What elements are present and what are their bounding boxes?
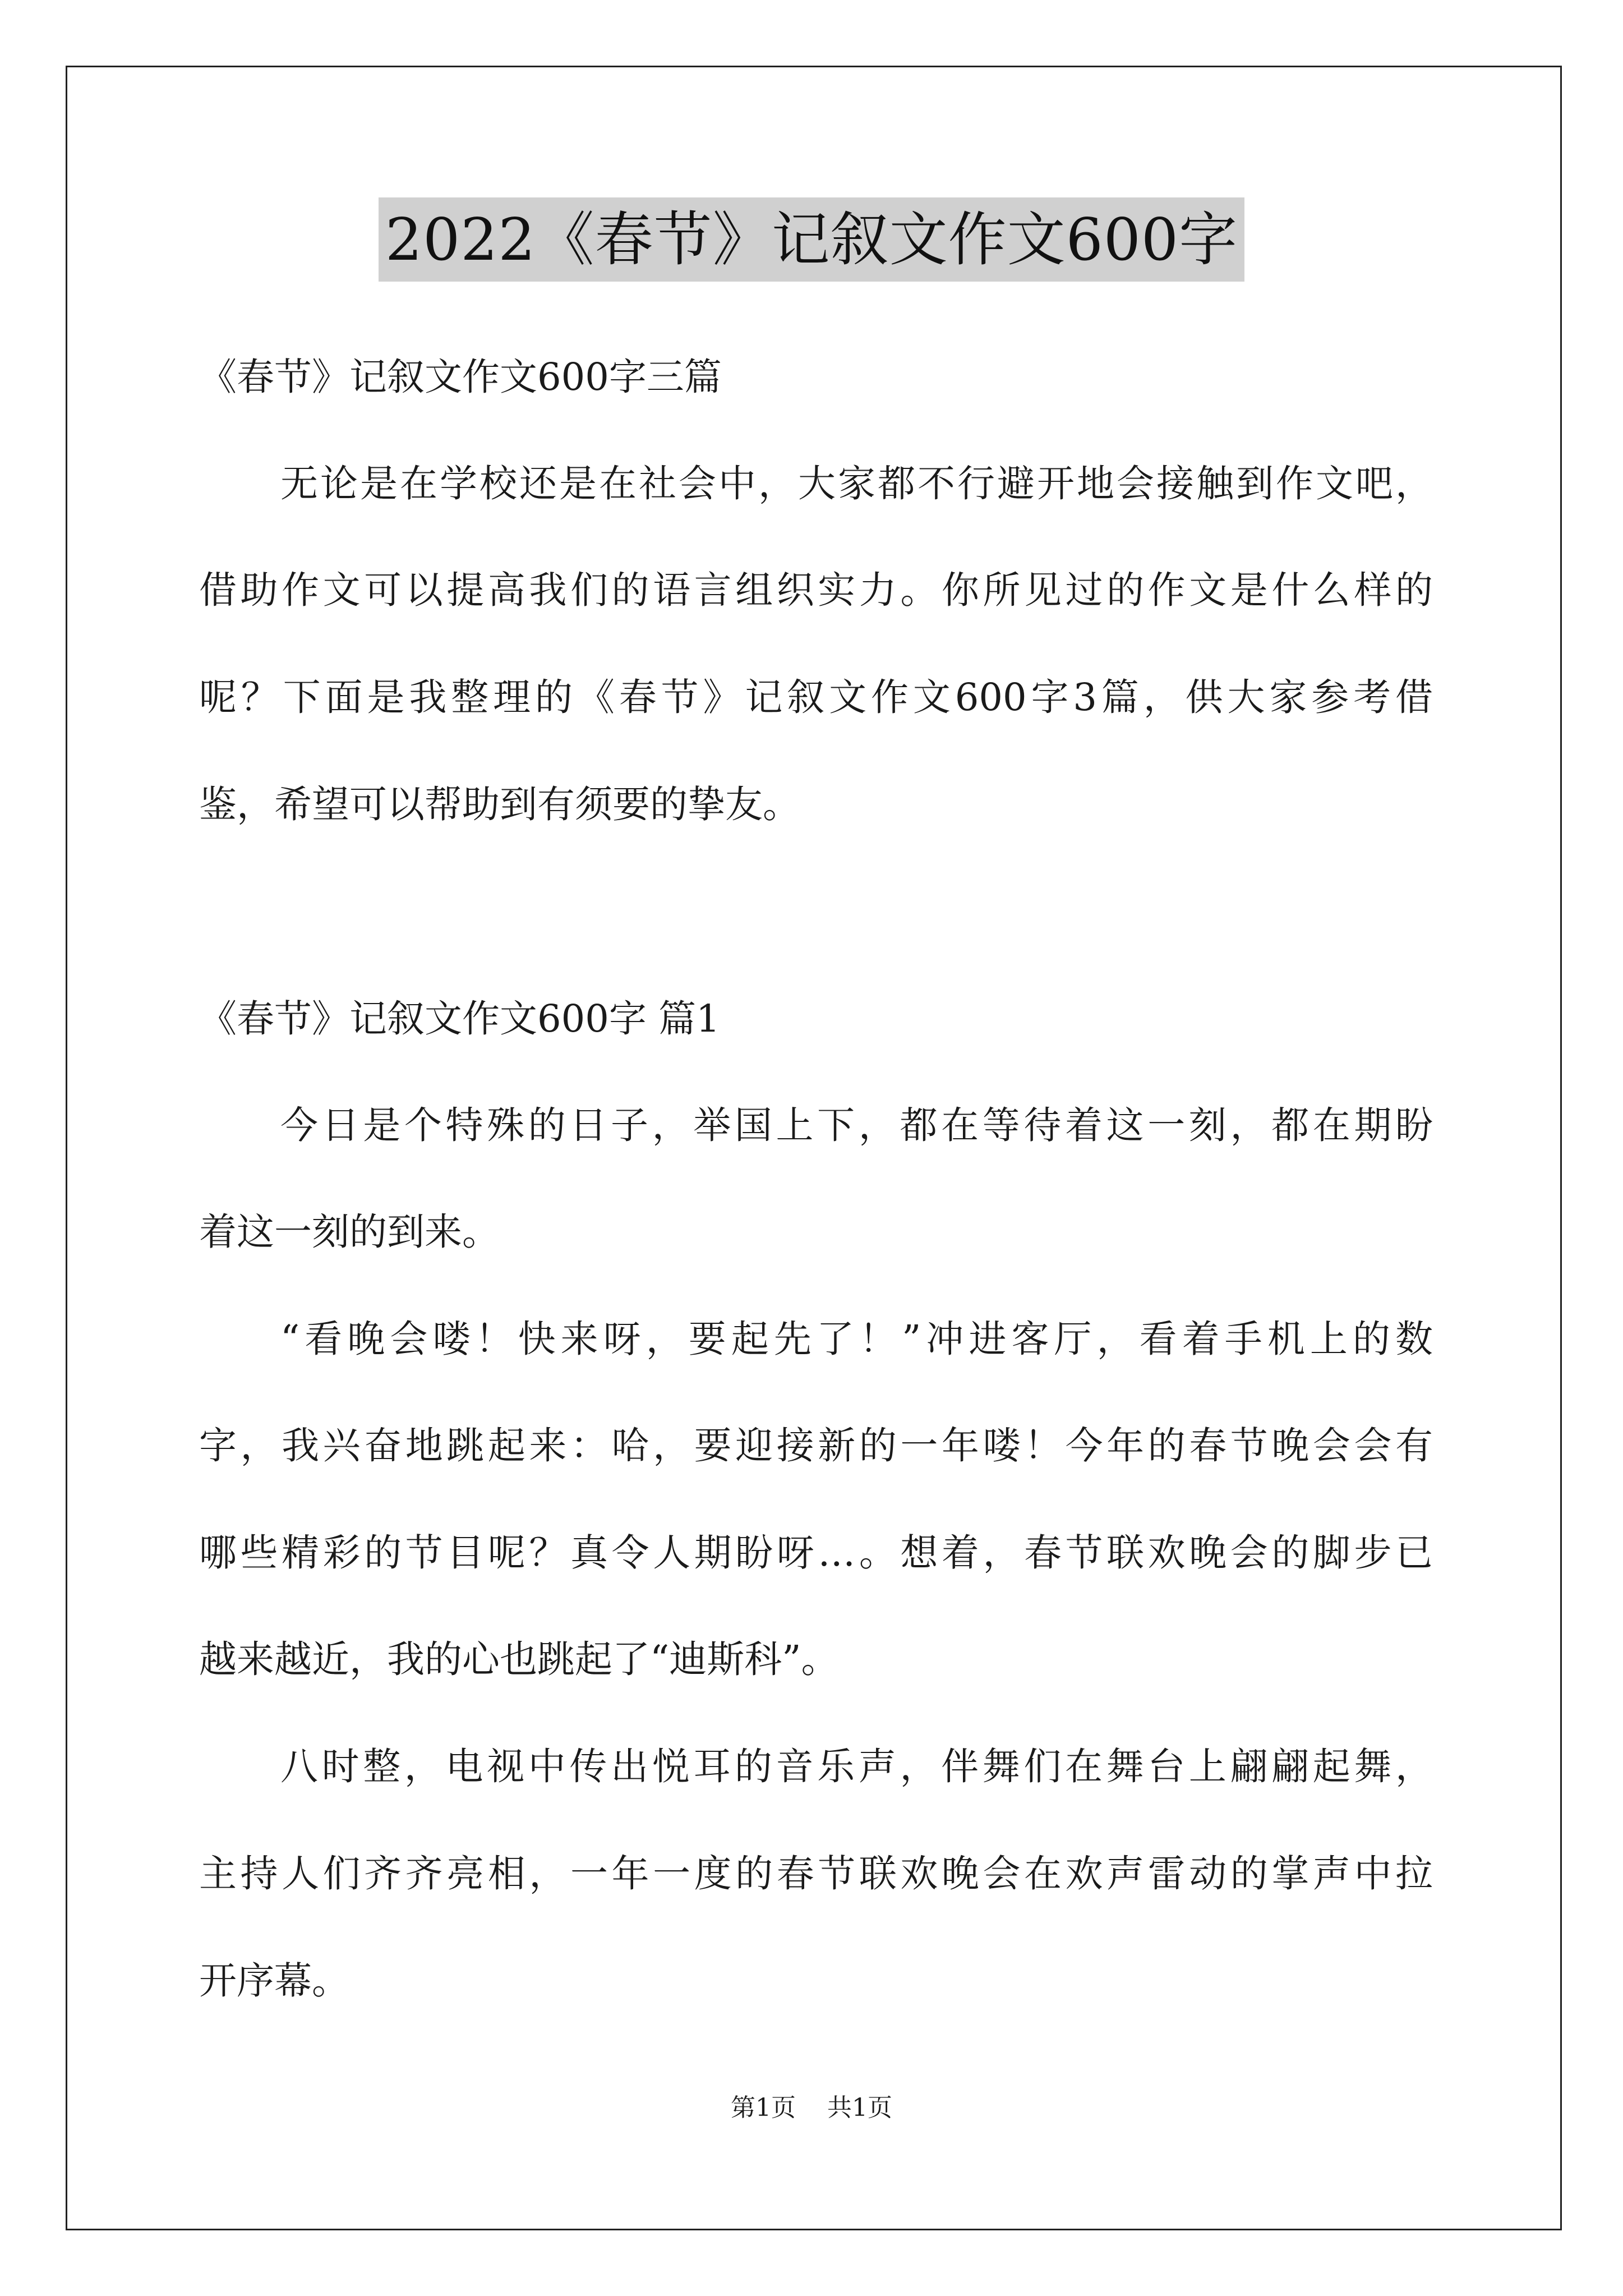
paragraph-line: 开序幕。 [199,1959,349,2003]
paragraph-line: 越来越近，我的心也跳起了“迪斯科”。 [199,1637,839,1681]
page-footer [0,2091,1623,2125]
paragraph-line: 字，我兴奋地跳起来：哈，要迎接新的一年喽！今年的春节晚会会有 [199,1424,1433,1467]
paragraph-line: “看晚会喽！快来呀，要起先了！”冲进客厅，看着手机上的数 [280,1317,1433,1361]
title-block [0,197,1623,282]
paragraph-line: 主持人们齐齐亮相，一年一度的春节联欢晚会在欢声雷动的掌声中拉 [199,1852,1433,1895]
page-total: 共1页 [827,2093,892,2122]
paragraph-line: 哪些精彩的节目呢？真令人期盼呀…。想着，春节联欢晚会的脚步已 [199,1531,1433,1575]
document-title: 2022《春节》记叙文作文600字 [379,197,1244,282]
subtitle: 《春节》记叙文作文600字三篇 [199,355,722,399]
intro-line: 无论是在学校还是在社会中，大家都不行避开地会接触到作文吧， [280,462,1433,505]
paragraph-line: 八时整，电视中传出悦耳的音乐声，伴舞们在舞台上翩翩起舞， [280,1745,1433,1788]
intro-line: 呢？下面是我整理的《春节》记叙文作文600字3篇，供大家参考借 [199,675,1433,719]
paragraph-line: 着这一刻的到来。 [199,1210,500,1254]
paragraph-line: 今日是个特殊的日子，举国上下，都在等待着这一刻，都在期盼 [280,1103,1433,1147]
intro-line: 鉴，希望可以帮助到有须要的挚友。 [199,783,800,826]
page-number: 第1页 [731,2093,796,2122]
section-heading: 《春节》记叙文作文600字 篇1 [199,997,720,1041]
intro-line: 借助作文可以提高我们的语言组织实力。你所见过的作文是什么样的 [199,568,1433,612]
